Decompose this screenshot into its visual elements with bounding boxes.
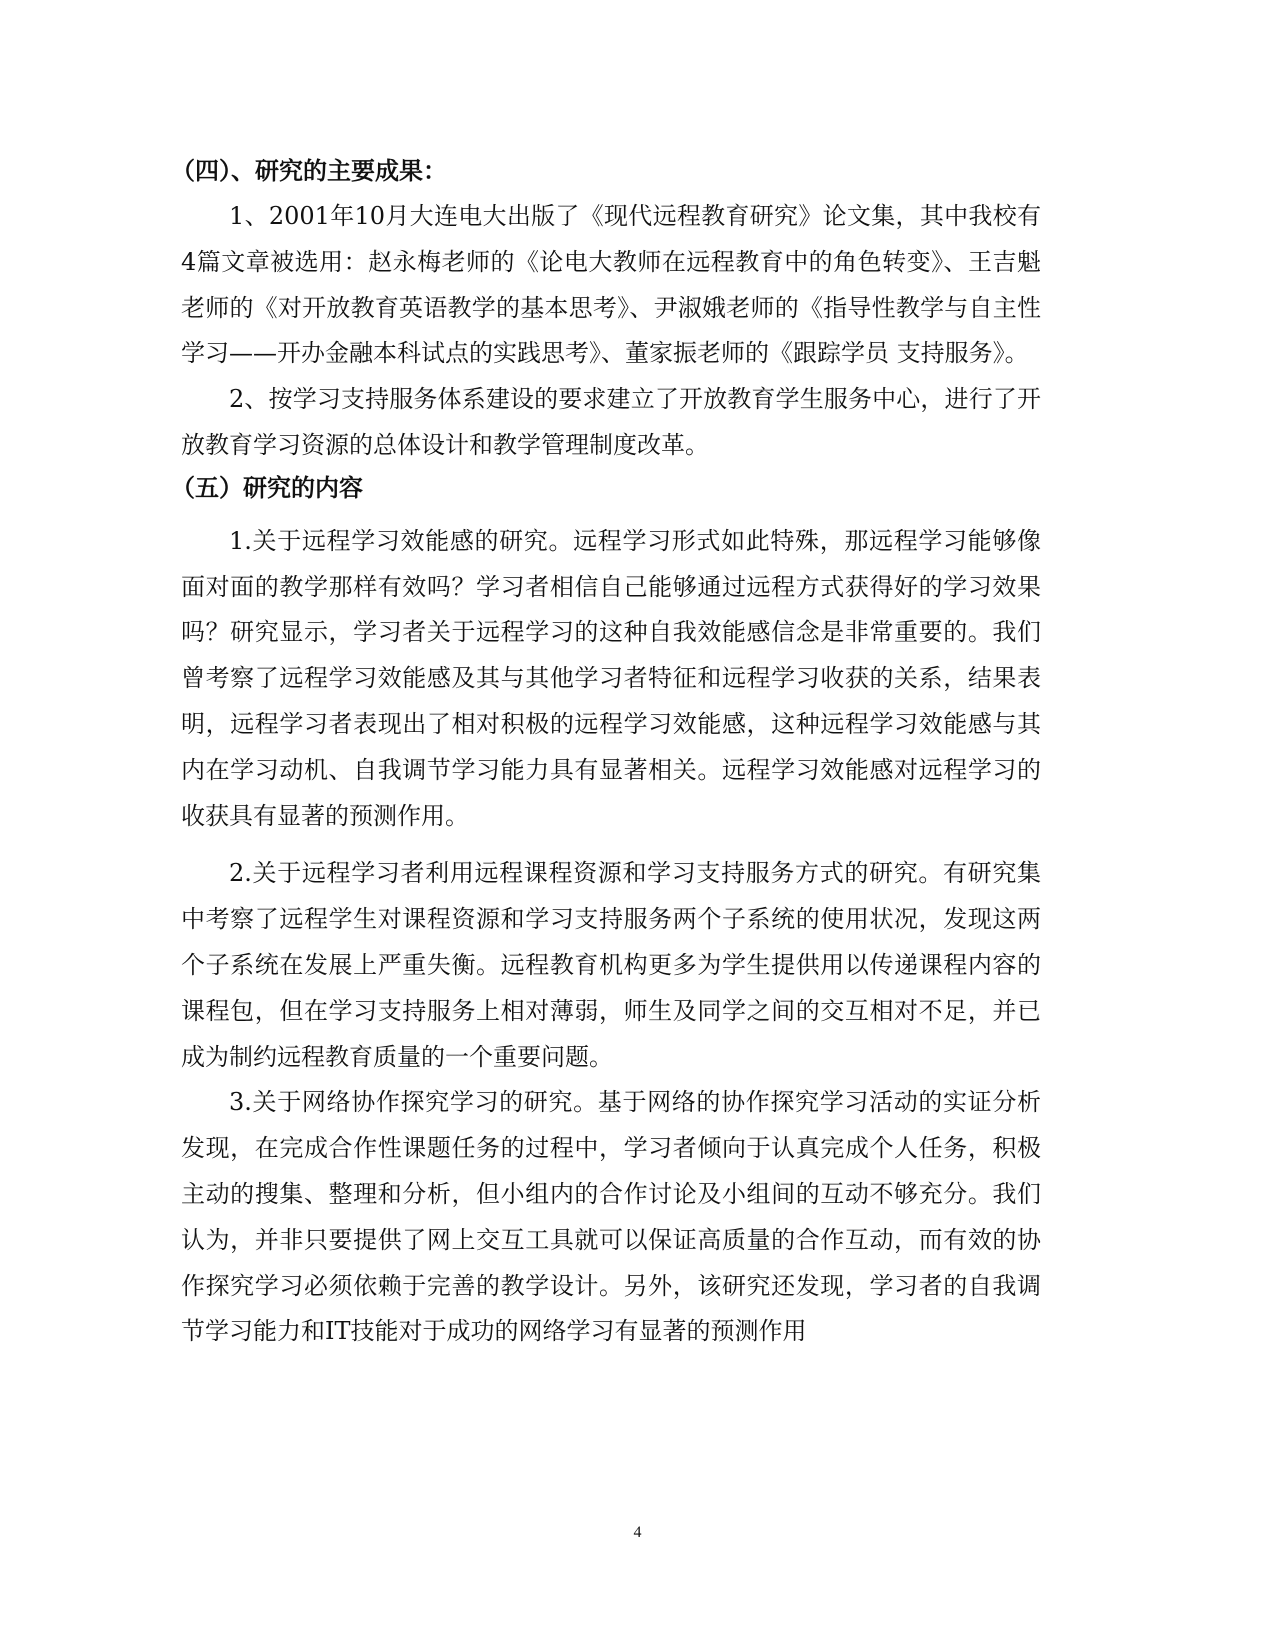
achievement-paragraph-1: 1、2001年10月大连电大出版了《现代远程教育研究》论文集，其中我校有4篇文章被选用：赵永梅老师的《论电大教师在远程教育中的角色转变》、王吉魁老师的《对开放教育英语教学的基本思考》、尹淑娥老师的《指导性教学与自主性学习——开办金融本科试点的实践思考》、董家振老师的《跟踪学员 支持服务》。 [181, 202, 1041, 368]
page-content [171, 152, 1041, 1355]
section-heading-4: （四）、研究的主要成果： [171, 156, 447, 185]
content-paragraph-3: 3.关于网络协作探究学习的研究。基于网络的协作探究学习活动的实证分析发现，在完成合作性课题任务的过程中，学习者倾向于认真完成个人任务，积极主动的搜集、整理和分析，但小组内的合作讨论及小组间的互动不够充分。我们认为，并非只要提供了网上交互工具就可以保证高质量的合作互动，而有效的协作探究学习必须依赖于完善的教学设计。另外，该研究还发现，学习者的自我调节学习能力和IT技能对于成功的网络学习有显著的预测作用 [181, 1088, 1041, 1346]
page-number: 4 [633, 1524, 642, 1541]
section-heading-5: （五）研究的内容 [171, 472, 363, 502]
achievement-paragraph-2: 2、按学习支持服务体系建设的要求建立了开放教育学生服务中心，进行了开放教育学习资源的总体设计和教学管理制度改革。 [181, 385, 1041, 459]
content-paragraph-2: 2.关于远程学习者利用远程课程资源和学习支持服务方式的研究。有研究集中考察了远程学生对课程资源和学习支持服务两个子系统的使用状况，发现这两个子系统在发展上严重失衡。远程教育机构更多为学生提供用以传递课程内容的课程包，但在学习支持服务上相对薄弱，师生及同学之间的交互相对不足，并已成为制约远程教育质量的一个重要问题。 [181, 859, 1041, 1071]
content-paragraph-1: 1.关于远程学习效能感的研究。远程学习形式如此特殊，那远程学习能够像面对面的教学那样有效吗？学习者相信自己能够通过远程方式获得好的学习效果吗？研究显示，学习者关于远程学习的这种自我效能感信念是非常重要的。我们曾考察了远程学习效能感及其与其他学习者特征和远程学习收获的关系，结果表明，远程学习者表现出了相对积极的远程学习效能感，这种远程学习效能感与其内在学习动机、自我调节学习能力具有显著相关。远程学习效能感对远程学习的收获具有显著的预测作用。 [181, 526, 1041, 830]
